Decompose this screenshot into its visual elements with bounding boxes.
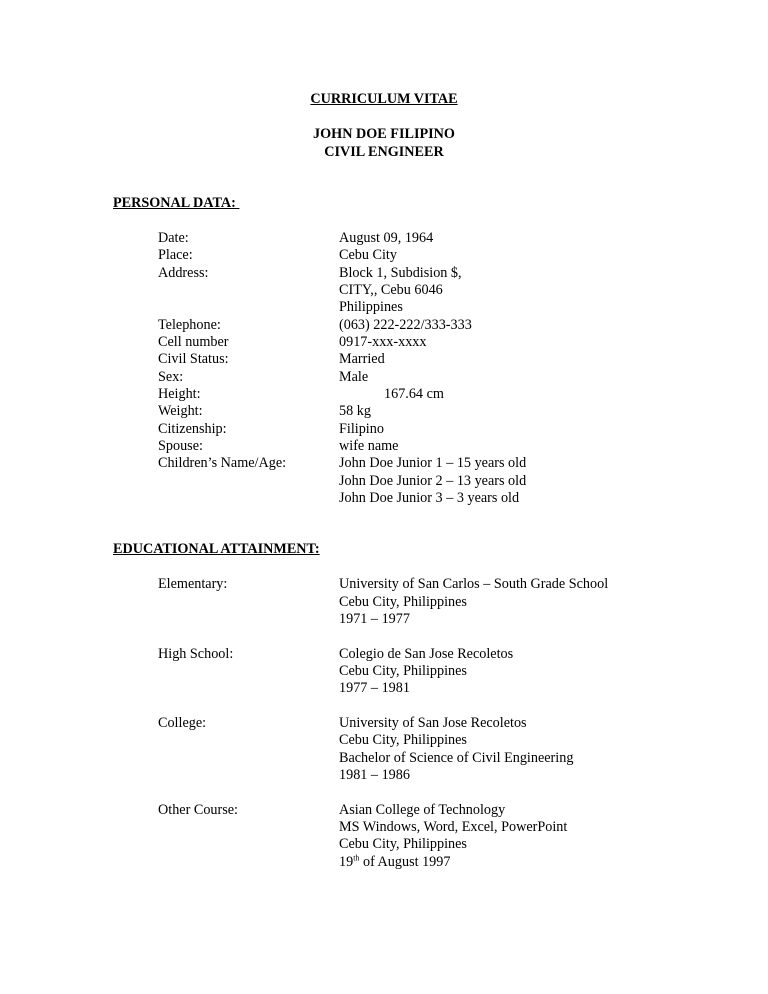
sex-label: Sex:: [158, 369, 184, 385]
telephone-label: Telephone:: [158, 317, 221, 333]
college-location: Cebu City, Philippines: [339, 732, 467, 748]
other-course-date-rest: of August 1997: [359, 854, 451, 870]
other-course-location: Cebu City, Philippines: [339, 836, 467, 852]
highschool-location: Cebu City, Philippines: [339, 663, 467, 679]
highschool-school: Colegio de San Jose Recoletos: [339, 646, 514, 662]
sex-value: Male: [339, 369, 369, 385]
elementary-school: University of San Carlos – South Grade School: [339, 576, 609, 592]
elementary-label: Elementary:: [158, 576, 228, 592]
weight-label: Weight:: [158, 403, 203, 419]
college-years: 1981 – 1986: [339, 767, 410, 783]
cell-label: Cell number: [158, 334, 229, 350]
address-line-1: Block 1, Subdision $,: [339, 265, 462, 281]
telephone-value: (063) 222-222/333-333: [339, 317, 472, 333]
elementary-location: Cebu City, Philippines: [339, 594, 467, 610]
college-label: College:: [158, 715, 207, 731]
place-value: Cebu City: [339, 247, 397, 263]
spouse-label: Spouse:: [158, 438, 203, 454]
date-value: August 09, 1964: [339, 230, 434, 246]
child-2: John Doe Junior 2 – 13 years old: [339, 473, 527, 489]
place-label: Place:: [158, 247, 193, 263]
other-course-subjects: MS Windows, Word, Excel, PowerPoint: [339, 819, 568, 835]
education-heading: EDUCATIONAL ATTAINMENT:: [113, 541, 320, 557]
college-school: University of San Jose Recoletos: [339, 715, 527, 731]
address-line-3: Philippines: [339, 299, 403, 315]
children-label: Children’s Name/Age:: [158, 455, 287, 471]
address-line-2: CITY,, Cebu 6046: [339, 282, 443, 298]
other-course-school: Asian College of Technology: [339, 802, 506, 818]
college-degree: Bachelor of Science of Civil Engineering: [339, 750, 574, 766]
highschool-label: High School:: [158, 646, 234, 662]
citizenship-label: Citizenship:: [158, 421, 227, 437]
highschool-years: 1977 – 1981: [339, 680, 410, 696]
cell-value: 0917-xxx-xxxx: [339, 334, 427, 350]
height-value: 167.64 cm: [384, 386, 444, 402]
child-3: John Doe Junior 3 – 3 years old: [339, 490, 520, 506]
spouse-value: wife name: [339, 438, 399, 454]
document-title: CURRICULUM VITAE: [310, 91, 458, 107]
person-name: JOHN DOE FILIPINO: [313, 126, 455, 142]
weight-value: 58 kg: [339, 403, 371, 419]
address-label: Address:: [158, 265, 209, 281]
other-course-label: Other Course:: [158, 802, 238, 818]
civil-status-value: Married: [339, 351, 385, 367]
profession-title: CIVIL ENGINEER: [324, 144, 444, 160]
civil-status-label: Civil Status:: [158, 351, 229, 367]
child-1: John Doe Junior 1 – 15 years old: [339, 455, 527, 471]
personal-data-heading: PERSONAL DATA:: [113, 195, 240, 211]
citizenship-value: Filipino: [339, 421, 384, 437]
elementary-years: 1971 – 1977: [339, 611, 410, 627]
height-label: Height:: [158, 386, 201, 402]
date-label: Date:: [158, 230, 189, 246]
other-course-date: [339, 854, 450, 871]
other-course-day: 19: [339, 854, 354, 870]
other-course-day-suffix: th: [353, 853, 360, 863]
